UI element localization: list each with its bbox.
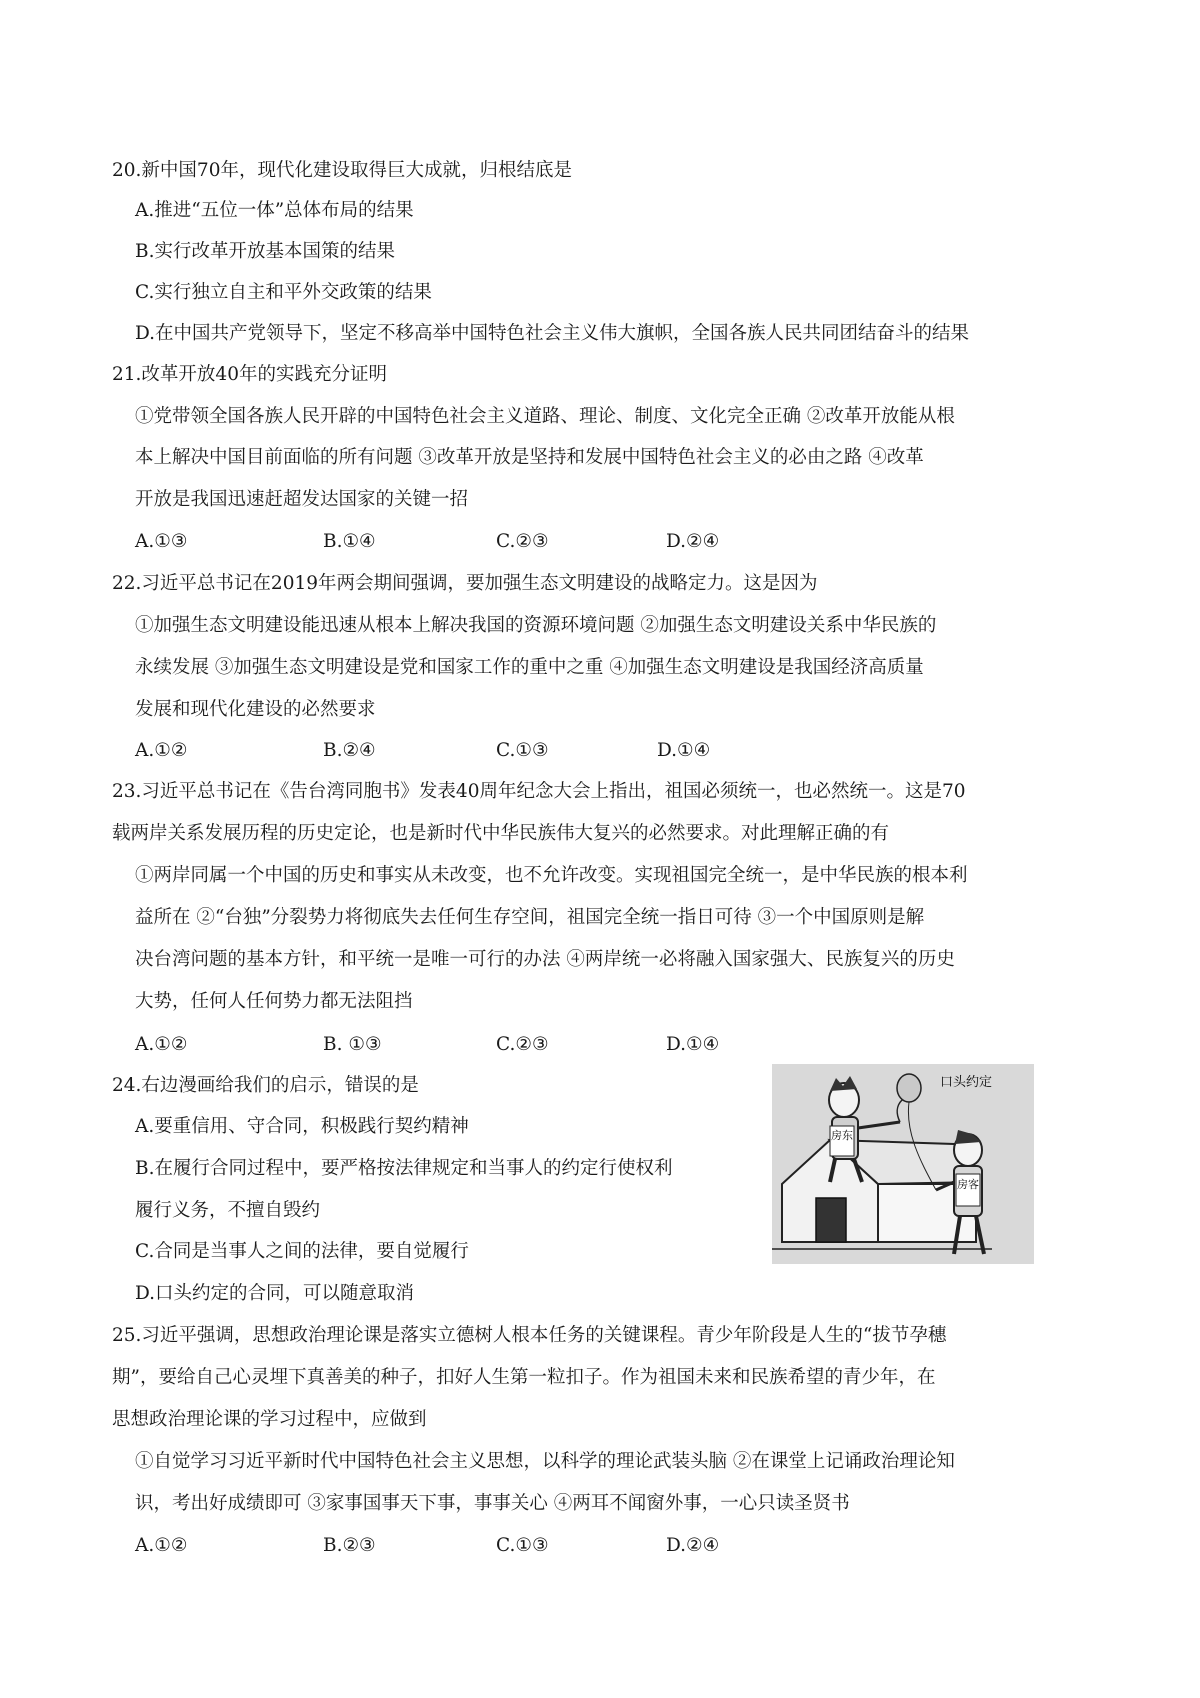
choice-a: A.①③ (135, 531, 188, 552)
contract-cartoon-illustration (772, 1064, 1034, 1264)
question-23-statement-line: 大势，任何人任何势力都无法阻挡 (135, 991, 413, 1012)
question-21-stem: 21.改革开放40年的实践充分证明 (112, 364, 387, 385)
choice-c: C.①③ (496, 1535, 549, 1556)
question-21-statement-line: 开放是我国迅速赶超发达国家的关键一招 (135, 489, 469, 510)
choice-b: B. ①③ (323, 1034, 382, 1055)
question-24-stem: 24.右边漫画给我们的启示，错误的是 (112, 1075, 419, 1096)
question-20-option-a: A.推进“五位一体”总体布局的结果 (135, 200, 414, 221)
choice-d: D.②④ (666, 531, 720, 552)
balloon-text: 口头约定 (940, 1074, 993, 1089)
question-24-option-line: 履行义务，不擅自毁约 (135, 1200, 321, 1221)
question-25-statement-line: 识，考出好成绩即可 ③家事国事天下事，事事关心 ④两耳不闻窗外事，一心只读圣贤书 (135, 1493, 850, 1514)
question-20-option-c: C.实行独立自主和平外交政策的结果 (135, 282, 432, 303)
question-25-statement-line: ①自觉学习习近平新时代中国特色社会主义思想，以科学的理论武装头脑 ②在课堂上记诵政治理论知 (135, 1451, 955, 1472)
question-22-statement-line: 发展和现代化建设的必然要求 (135, 699, 376, 720)
question-23-statement-line: ①两岸同属一个中国的历史和事实从未改变，也不允许改变。实现祖国完全统一，是中华民族的根本利 (135, 865, 968, 886)
question-24-option-line: B.在履行合同过程中，要严格按法律规定和当事人的约定行使权利 (135, 1158, 673, 1179)
choice-b: B.②④ (323, 740, 376, 761)
choice-c: C.②③ (496, 1034, 549, 1055)
question-23-statement-line: 益所在 ②“台独”分裂势力将彻底失去任何生存空间，祖国完全统一指日可待 ③一个中国原则是解 (135, 907, 925, 928)
choice-d: D.①④ (666, 1034, 720, 1055)
tenant-label: 房客 (957, 1179, 979, 1191)
landlord-label: 房东 (831, 1130, 853, 1142)
question-22-statement-line: ①加强生态文明建设能迅速从根本上解决我国的资源环境问题 ②加强生态文明建设关系中华民族的 (135, 615, 937, 636)
choice-c: C.①③ (496, 740, 549, 761)
question-24-option-line: C.合同是当事人之间的法律，要自觉履行 (135, 1241, 469, 1262)
question-20-stem: 20.新中国70年，现代化建设取得巨大成就，归根结底是 (112, 160, 572, 181)
question-23-stem: 23.习近平总书记在《告台湾同胞书》发表40周年纪念大会上指出，祖国必须统一，也必然统一。这是70 (112, 781, 966, 802)
question-24-option-line: A.要重信用、守合同，积极践行契约精神 (135, 1116, 469, 1137)
question-25-stem: 期”，要给自己心灵埋下真善美的种子，扣好人生第一粒扣子。作为祖国未来和民族希望的青少年，在 (112, 1367, 936, 1388)
question-22-statement-line: 永续发展 ③加强生态文明建设是党和国家工作的重中之重 ④加强生态文明建设是我国经济高质量 (135, 657, 924, 678)
question-21-statement-line: ①党带领全国各族人民开辟的中国特色社会主义道路、理论、制度、文化完全正确 ②改革开放能从根 (135, 406, 955, 427)
choice-b: B.①④ (323, 531, 376, 552)
question-25-stem: 思想政治理论课的学习过程中，应做到 (112, 1409, 427, 1430)
choice-b: B.②③ (323, 1535, 376, 1556)
question-25-stem: 25.习近平强调，思想政治理论课是落实立德树人根本任务的关键课程。青少年阶段是人生的“拔节孕穗 (112, 1325, 947, 1346)
question-20-option-b: B.实行改革开放基本国策的结果 (135, 241, 395, 262)
question-23-statement-line: 决台湾问题的基本方针，和平统一是唯一可行的办法 ④两岸统一必将融入国家强大、民族复兴的历史 (135, 949, 955, 970)
choice-a: A.①② (135, 1535, 188, 1556)
choice-d: D.②④ (666, 1535, 720, 1556)
choice-d: D.①④ (657, 740, 711, 761)
question-23-stem: 载两岸关系发展历程的历史定论，也是新时代中华民族伟大复兴的必然要求。对此理解正确的有 (112, 823, 890, 844)
question-22-stem: 22.习近平总书记在2019年两会期间强调，要加强生态文明建设的战略定力。这是因为 (112, 573, 818, 594)
choice-a: A.①② (135, 740, 188, 761)
choice-c: C.②③ (496, 531, 549, 552)
question-20-option-d: D.在中国共产党领导下，坚定不移高举中国特色社会主义伟大旗帜，全国各族人民共同团结奋斗的结果 (135, 323, 970, 344)
choice-a: A.①② (135, 1034, 188, 1055)
question-24-option-line: D.口头约定的合同，可以随意取消 (135, 1283, 415, 1304)
question-21-statement-line: 本上解决中国目前面临的所有问题 ③改革开放是坚持和发展中国特色社会主义的必由之路 ④改革 (135, 447, 924, 468)
